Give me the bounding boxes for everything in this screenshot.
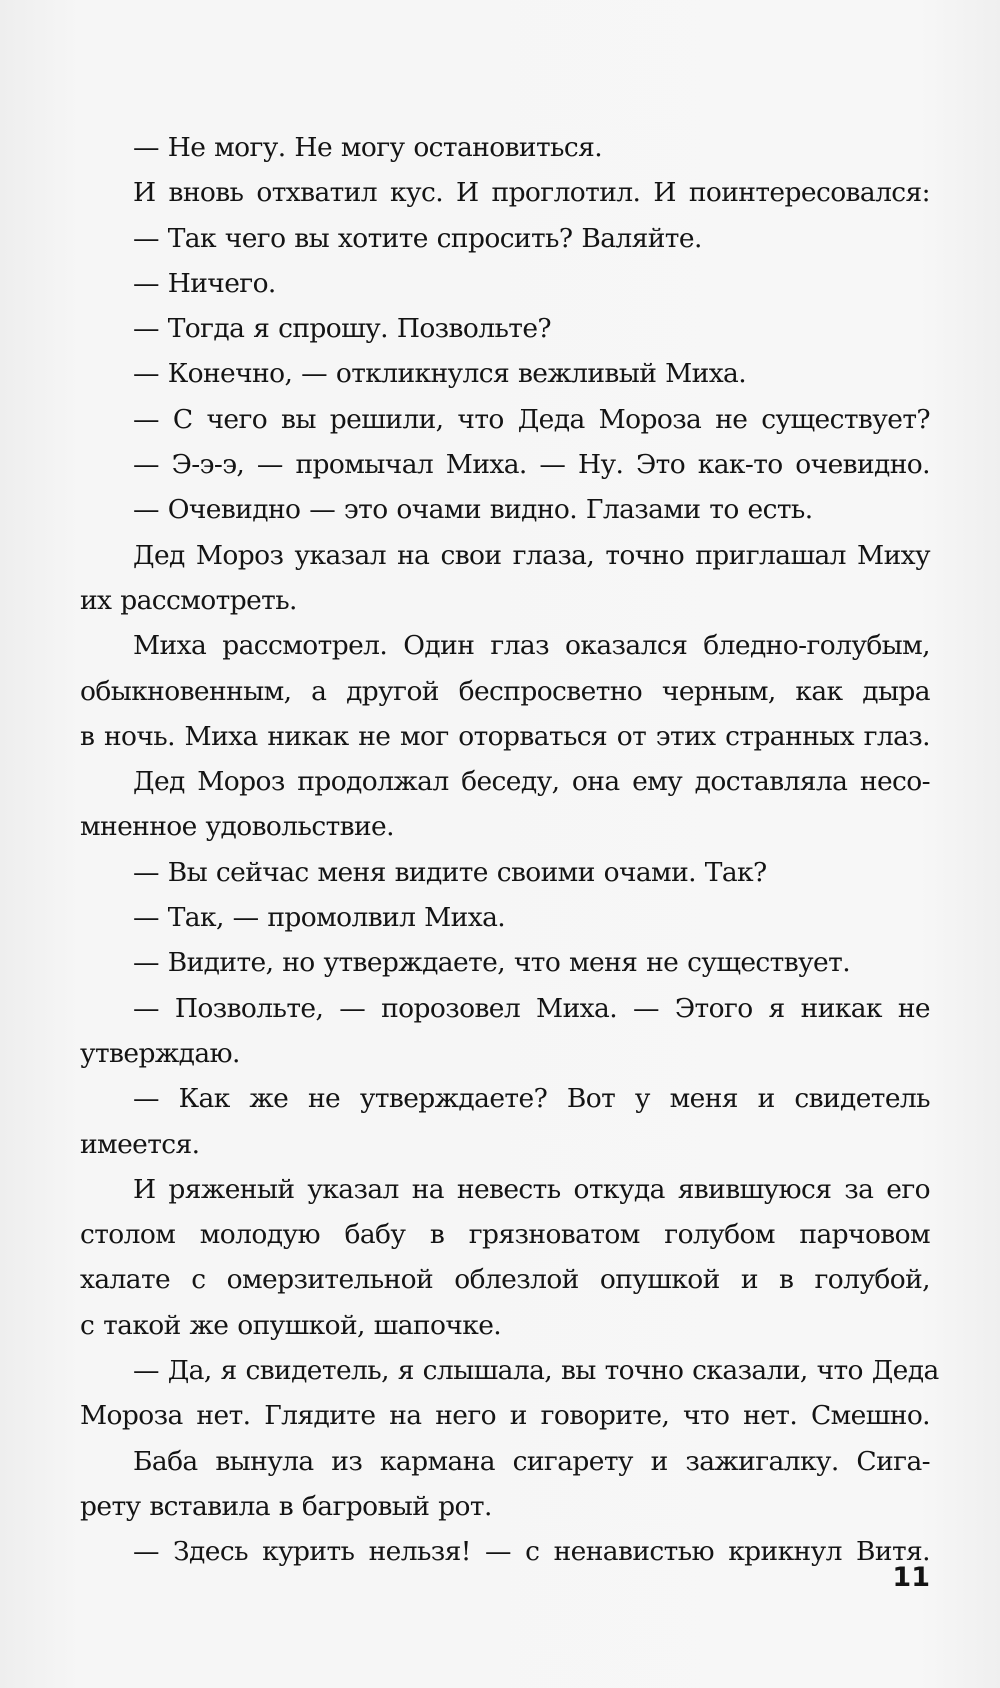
text-line: — Позвольте, — порозовел Миха. — Этого я никак не [133,992,930,1024]
text-line: утверждаю. [80,1037,240,1069]
text-line: Дед Мороз указал на свои глаза, точно приглашал Миху [133,539,930,571]
text-line: Мороза нет. Глядите на него и говорите, что нет. Смешно. [80,1400,930,1432]
text-line: имеется. [80,1128,200,1160]
text-line: — Так, — промолвил Миха. [133,902,506,934]
page-number: 11 [892,1562,930,1593]
text-line: — Конечно, — откликнулся вежливый Миха. [133,358,747,390]
text-line: — Э-э-э, — промычал Миха. — Ну. Это как-то очевидно. [133,449,930,481]
text-line: рету вставила в багровый рот. [80,1490,492,1522]
text-line: — Ничего. [133,267,276,299]
text-line: — Очевидно — это очами видно. Глазами то есть. [133,494,813,526]
page-text [80,125,939,1575]
text-line: столом молодую бабу в грязноватом голубом парчовом [80,1219,930,1251]
text-line: Баба вынула из кармана сигарету и зажигалку. Сига- [133,1445,930,1477]
text-line: — Тогда я спрошу. Позвольте? [133,313,552,345]
text-line: их рассмотреть. [80,584,297,616]
text-line: с такой же опушкой, шапочке. [80,1309,502,1341]
text-line: — Вы сейчас меня видите своими очами. Так? [133,856,767,888]
text-line: — С чего вы решили, что Деда Мороза не существует? [133,403,930,435]
text-line: И ряженый указал на невесть откуда явившуюся за его [133,1173,930,1205]
text-line: обыкновенным, а другой беспросветно черным, как дыра [80,675,930,707]
text-line: — Здесь курить нельзя! — с ненавистью крикнул Витя. [133,1536,930,1568]
text-line: в ночь. Миха никак не мог оторваться от этих странных глаз. [80,720,930,752]
text-line: — Да, я свидетель, я слышала, вы точно сказали, что Деда [133,1355,939,1387]
text-line: — Так чего вы хотите спросить? Валяйте. [133,222,702,254]
text-line: И вновь отхватил кус. И проглотил. И поинтересовался: [133,177,930,209]
text-line: Дед Мороз продолжал беседу, она ему доставляла несо- [133,766,930,798]
text-line: — Видите, но утверждаете, что меня не существует. [133,947,851,979]
text-line: мненное удовольствие. [80,811,394,843]
text-line: — Не могу. Не могу остановиться. [133,132,603,163]
text-line: Миха рассмотрел. Один глаз оказался бледно-голубым, [133,630,930,662]
text-line: — Как же не утверждаете? Вот у меня и свидетель [133,1083,930,1115]
text-line: халате с омерзительной облезлой опушкой и в голубой, [80,1264,930,1296]
